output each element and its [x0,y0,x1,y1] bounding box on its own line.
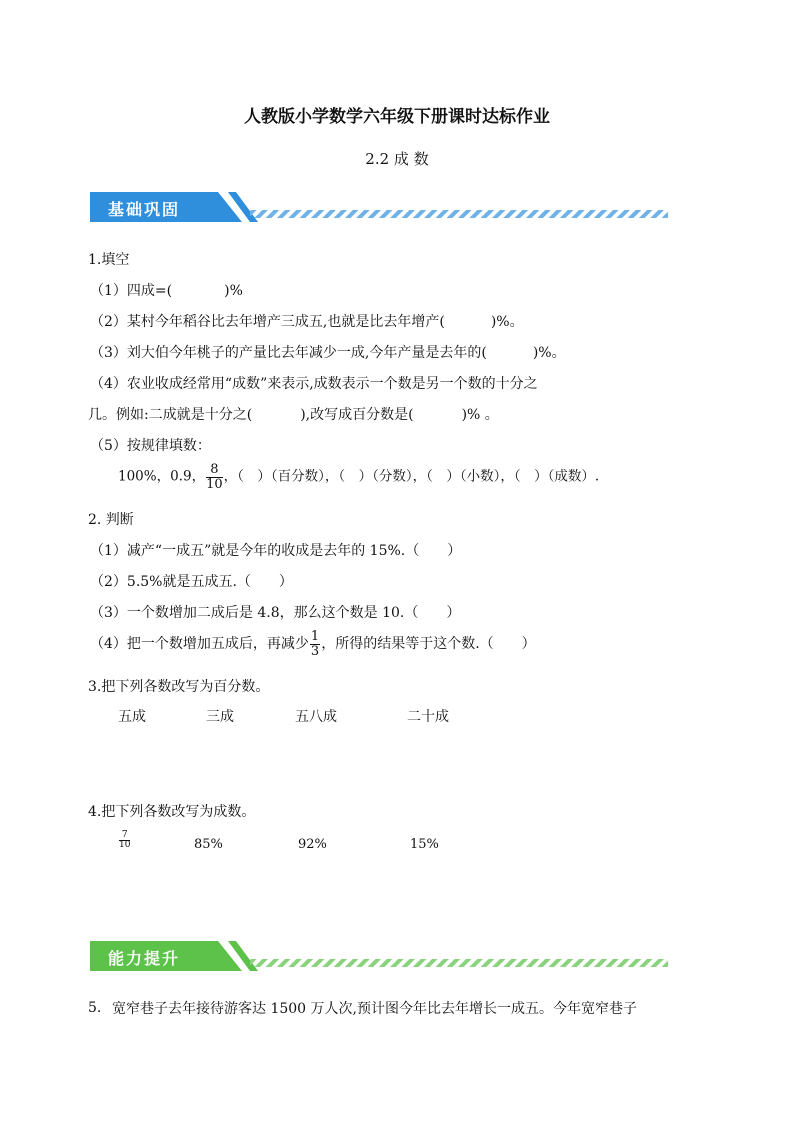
q1-item2-text: （2）某村今年稻谷比去年增产三成五,也就是比去年增产( [90,314,445,330]
q1-item3-text: （3）刘大伯今年桃子的产量比去年减少一成,今年产量是去年的( [90,345,487,361]
q4-item-fraction [118,830,131,850]
q3-item: 五八成 [295,709,337,725]
q2-item3: （3）一个数增加二成后是 4.8，那么这个数是 10.（ ） [90,605,461,621]
sequence-blanks: ，（ ）（百分数），（ ）（分数），（ ）（小数），（ ）（成数）. [223,468,600,485]
q4-title: 4.把下列各数改写为成数。 [88,804,256,820]
lesson-subtitle: 2.2 成 数 [365,150,429,168]
fraction-denominator: 10 [119,840,131,850]
q5-number: 5. [88,1000,102,1016]
q4-item: 15% [410,837,439,852]
q1-item4-text: 几。例如:二成就是十分之( [88,407,253,423]
q1-item4-line2 [88,404,499,424]
section-banner-basic [90,190,670,224]
fraction-numerator: 1 [310,629,320,644]
fraction-denominator: 10 [206,476,223,492]
q1-title: 1.填空 [88,252,130,268]
fraction-denominator: 3 [310,643,320,659]
section-banner-advanced [90,939,670,973]
q1-item3-suffix: )%。 [532,345,566,361]
q1-item1-suffix: )% [224,283,243,299]
q1-item5-label: （5）按规律填数： [90,438,211,454]
q2-item4 [90,630,536,658]
q3-item: 二十成 [407,709,449,725]
q3-item: 五成 [118,709,146,725]
q1-item4-mid: ),改写成百分数是( [300,407,414,423]
q2-title: 2. 判断 [88,512,134,528]
q3-item: 三成 [206,709,234,725]
q1-item1-text: （1）四成=( [90,283,173,299]
q2-item4-suffix: ，所得的结果等于这个数.（ ） [321,636,536,653]
q1-item4-suffix: )% 。 [461,407,499,423]
q3-title: 3.把下列各数改写为百分数。 [88,679,270,695]
fraction-numerator: 7 [119,831,130,841]
sequence-start: 100%，0.9， [118,468,206,485]
section-label-basic: 基础巩固 [108,200,181,219]
q4-item: 92% [298,837,327,852]
q1-item4-line1: （4）农业收成经常用“成数”来表示,成数表示一个数是另一个数的十分之 [90,376,538,392]
q2-item1: （1）减产“一成五”就是今年的收成是去年的 15%.（ ） [90,543,462,559]
fraction-1-3 [310,630,320,658]
fraction-numerator: 8 [206,463,223,478]
q1-item2 [90,311,524,331]
q2-item4-text: （4）把一个数增加五成后，再减少 [90,636,309,653]
q5-text: 宽窄巷子去年接待游客达 1500 万人次,预计图今年比去年增长一成五。今年宽窄巷子 [112,1001,637,1017]
fraction-7-10 [119,831,130,851]
q4-item: 85% [194,837,223,852]
q1-item3 [90,342,566,362]
q2-item2: （2）5.5%就是五成五.（ ） [90,574,293,590]
q1-item1 [90,280,243,300]
fraction-8-10 [206,463,223,491]
section-label-advanced: 能力提升 [108,949,181,968]
page-title: 人教版小学数学六年级下册课时达标作业 [244,107,550,127]
q1-item5-sequence [118,463,599,491]
q1-item2-suffix: )%。 [490,314,524,330]
